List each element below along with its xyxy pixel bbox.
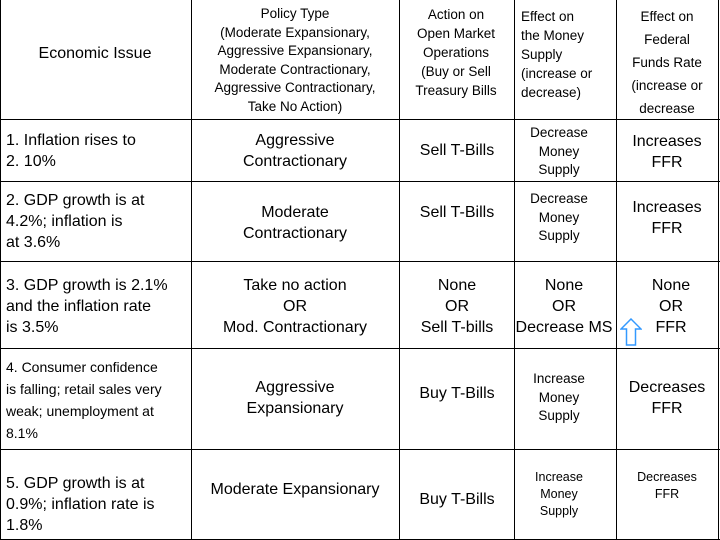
header-effect-money-supply: Effect on the Money Supply (increase or decrease) xyxy=(521,9,593,100)
row-3-issue: 3. GDP growth is 2.1% and the inflation rate is 3.5% xyxy=(6,277,168,336)
grid-line xyxy=(514,0,515,540)
row-4-issue: 4. Consumer confidence is falling; retail sales very weak; unemployment at 8.1% xyxy=(6,359,162,441)
row-5-money-supply: Increase Money Supply xyxy=(535,470,583,518)
row-5-action: Buy T-Bills xyxy=(419,491,495,508)
row-4-policy: Aggressive Expansionary xyxy=(246,379,344,417)
row-4-money-supply: Increase Money Supply xyxy=(533,371,585,423)
header-effect-ffr: Effect on Federal Funds Rate (increase or decrease xyxy=(631,9,703,116)
header-action-omo: Action on Open Market Operations (Buy or Sell Treasury Bills xyxy=(415,7,497,98)
row-1-money-supply: Decrease Money Supply xyxy=(530,125,588,177)
row-1-ffr: Increases FFR xyxy=(632,133,702,171)
grid-line xyxy=(0,119,720,120)
grid-line xyxy=(0,0,1,540)
grid-line xyxy=(0,261,720,262)
row-2-money-supply: Decrease Money Supply xyxy=(530,191,588,243)
row-4-ffr: Decreases FFR xyxy=(628,379,706,417)
grid-line xyxy=(0,449,720,450)
row-4-action: Buy T-Bills xyxy=(419,385,495,402)
row-3-money-supply: None OR Decrease MS xyxy=(515,277,613,336)
row-2-action: Sell T-Bills xyxy=(419,204,495,221)
grid-line xyxy=(0,348,720,349)
row-1-action: Sell T-Bills xyxy=(419,142,495,159)
grid-line xyxy=(718,0,719,540)
row-5-policy: Moderate Expansionary xyxy=(210,481,380,498)
row-2-ffr: Increases FFR xyxy=(632,199,702,237)
row-3-ffr: None OR FFR xyxy=(651,277,691,336)
row-3-action: None OR Sell T-bills xyxy=(420,277,494,336)
up-arrow-icon xyxy=(620,318,642,346)
row-2-policy: Moderate Contractionary xyxy=(242,204,348,242)
row-5-ffr: Decreases FFR xyxy=(637,470,697,501)
grid-line xyxy=(0,181,720,182)
row-1-issue: 1. Inflation rises to 2. 10% xyxy=(6,132,136,170)
header-policy-type: Policy Type (Moderate Expansionary, Aggressive Expansionary, Moderate Contractionary, Aggressive Contractionary, Take No Action) xyxy=(214,6,376,114)
row-3-policy: Take no action OR Mod. Contractionary xyxy=(222,277,368,336)
row-5-issue: 5. GDP growth is at 0.9%; inflation rate is 1.8% xyxy=(6,475,155,534)
row-2-issue: 2. GDP growth is at 4.2%; inflation is at 3.6% xyxy=(6,192,145,251)
row-1-policy: Aggressive Contractionary xyxy=(242,132,348,170)
header-economic-issue: Economic Issue xyxy=(38,45,152,62)
